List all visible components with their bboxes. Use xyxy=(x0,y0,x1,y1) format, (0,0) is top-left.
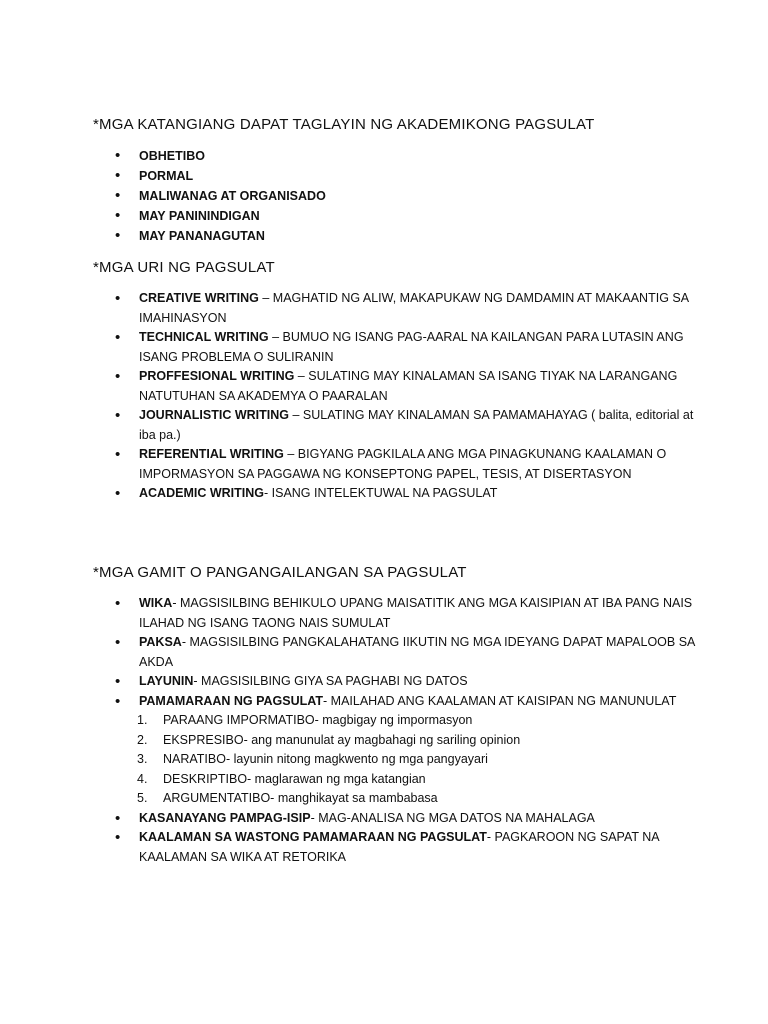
section2-list xyxy=(139,289,699,504)
list-item: • PAKSA- MAGSISILBING PANGKALAHATANG IIKUTIN NG MGA IDEYANG DAPAT MAPALOOB SA AKDA xyxy=(139,633,699,672)
sublist-item: 3. NARATIBO- layunin nitong magkwento ng mga pangyayari xyxy=(137,752,488,766)
sublist-item: 2. EKSPRESIBO- ang manunulat ay magbahagi ng sariling opinion xyxy=(137,732,521,747)
list-item: • KAALAMAN SA WASTONG PAMAMARAAN NG PAGSULAT- PAGKAROON NG SAPAT NA KAALAMAN SA WIKA AT RETORIKA xyxy=(139,828,699,867)
section2-heading: *MGA URI NG PAGSULAT xyxy=(93,259,275,276)
list-item: • REFERENTIAL WRITING – BIGYANG PAGKILALA ANG MGA PINAGKUNANG KAALAMAN O IMPORMASYON SA PAGGAWA NG KONSEPTONG PAPEL, TESIS, AT DISERTASYON xyxy=(139,445,699,484)
list-item: • JOURNALISTIC WRITING – SULATING MAY KINALAMAN SA PAMAMAHAYAG ( balita, editorial at iba pa.) xyxy=(139,406,699,445)
sublist-item: 5. ARGUMENTATIBO- manghikayat sa mambabasa xyxy=(137,791,438,805)
list-item: • ACADEMIC WRITING- ISANG INTELEKTUWAL NA PAGSULAT xyxy=(139,484,699,504)
list-item: • MAY PANININDIGAN xyxy=(139,206,699,226)
list-item: • CREATIVE WRITING – MAGHATID NG ALIW, MAKAPUKAW NG DAMDAMIN AT MAKAANTIG SA IMAHINASYON xyxy=(139,289,699,328)
sublist-item: 1. PARAANG IMPORMATIBO- magbigay ng impormasyon xyxy=(137,713,473,727)
list-item: • LAYUNIN- MAGSISILBING GIYA SA PAGHABI NG DATOS xyxy=(139,672,699,692)
list-item: • WIKA- MAGSISILBING BEHIKULO UPANG MAISATITIK ANG MGA KAISIPIAN AT IBA PANG NAIS ILAHAD NG ISANG TAONG NAIS SUMULAT xyxy=(139,594,699,633)
list-item: • KASANAYANG PAMPAG-ISIP- MAG-ANALISA NG MGA DATOS NA MAHALAGA xyxy=(139,809,699,829)
sublist-item: 4. DESKRIPTIBO- maglarawan ng mga katangian xyxy=(137,771,426,786)
section3-heading: *MGA GAMIT O PANGANGAILANGAN SA PAGSULAT xyxy=(93,564,467,581)
list-item: • PROFFESIONAL WRITING – SULATING MAY KINALAMAN SA ISANG TIYAK NA LARANGANG NATUTUHAN SA AKADEMYA O PAARALAN xyxy=(139,367,699,406)
section1-list xyxy=(139,146,699,246)
section1-heading: *MGA KATANGIANG DAPAT TAGLAYIN NG AKADEMIKONG PAGSULAT xyxy=(93,116,595,133)
section3-list xyxy=(139,594,699,867)
list-item: • TECHNICAL WRITING – BUMUO NG ISANG PAG-AARAL NA KAILANGAN PARA LUTASIN ANG ISANG PROBLEMA O SULIRANIN xyxy=(139,328,699,367)
list-item: • OBHETIBO xyxy=(139,146,699,166)
list-item: • PORMAL xyxy=(139,166,699,186)
list-item: • MAY PANANAGUTAN xyxy=(139,226,699,246)
list-item: • MALIWANAG AT ORGANISADO xyxy=(139,186,699,206)
list-item: • PAMAMARAAN NG PAGSULAT- MAILAHAD ANG KAALAMAN AT KAISIPAN NG MANUNULAT 1. PARAANG IMPORMATIBO- magbigay ng impormasyon 2. EKSPRESIBO- ang manunulat ay magbahagi ng sariling opinion 3. NARATIBO- layunin nitong magkwento ng mga pangyayari 4. DESKRIPTIBO- maglarawan ng mga katangian 5. ARGUMENTATIBO- manghikayat sa mambabasa xyxy=(139,692,699,809)
pamamaraan-sublist xyxy=(139,711,699,809)
